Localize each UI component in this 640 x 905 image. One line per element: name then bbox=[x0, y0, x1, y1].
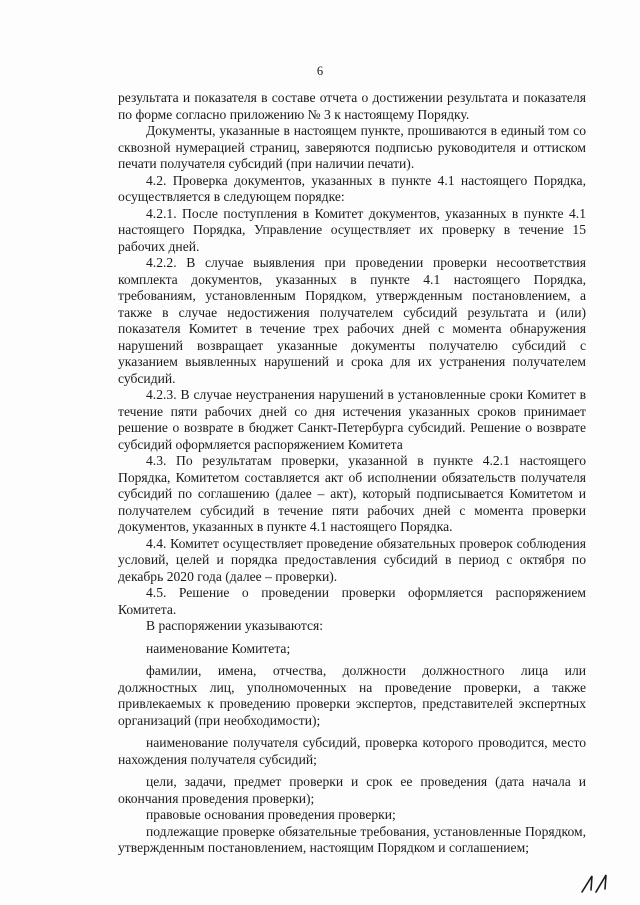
paragraph-continuation: результата и показателя в составе отчета о достижении результата и показателя по форме согласно приложению № 3 к настоящему Порядку. bbox=[118, 90, 586, 122]
list-item-requirements: подлежащие проверке обязательные требования, установленные Порядком, утвержденным постановлением, настоящим Порядком и соглашением; bbox=[118, 823, 586, 855]
list-item-committee-name: наименование Комитета; bbox=[146, 640, 291, 656]
paragraph-4-2-3: 4.2.3. В случае неустранения нарушений в установленные сроки Комитет в течение пяти рабочих дней со дня истечения указанных сроков принимает решение о возврате в бюджет Санкт-Петербурга субсидий. Решение о возврате субсидий оформляется распоряжением Комитета bbox=[118, 387, 586, 452]
paragraph-order-contents-intro: В распоряжении указываются: bbox=[146, 618, 324, 633]
list-item-recipient: наименование получателя субсидий, проверка которого проводится, место нахождения получателя субсидий; bbox=[118, 735, 586, 767]
paragraph-4-5: 4.5. Решение о проведении проверки оформляется распоряжением Комитета. bbox=[118, 585, 586, 617]
handwritten-initials bbox=[578, 870, 618, 896]
paragraph-4-4: 4.4. Комитет осуществляет проведение обязательных проверок соблюдения условий, целей и порядка предоставления субсидий в период с октября по декабрь 2020 года (далее – проверки). bbox=[118, 535, 586, 584]
page-number: 6 bbox=[316, 64, 324, 78]
paragraph-4-2-2: 4.2.2. В случае выявления при проведении проверки несоответствия комплекта документов, указанных в пункте 4.1 настоящего Порядка, требованиям, установленным Порядком, утвержденным постановлением, а также в случае недостижения получателем субсидий результата и (или) показателя Комитет в течение трех рабочих дней с момента обнаружения нарушений возвращает указанные документы получателю субсидий с указанием выявленных нарушений и срока для их устранения получателем субсидий. bbox=[118, 255, 586, 386]
paragraph-4-3: 4.3. По результатам проверки, указанной в пункте 4.2.1 настоящего Порядка, Комитетом составляется акт об исполнении обязательств получателя субсидий по соглашению (далее – акт), который подписывается Комитетом и получателем субсидий в течение пяти рабочих дней с момента проверки документов, указанных в пункте 4.1 настоящего Порядка. bbox=[118, 453, 586, 534]
list-item-goals-terms: цели, задачи, предмет проверки и срок ее проведения (дата начала и окончания проведения проверки); bbox=[118, 774, 586, 806]
paragraph-documents-binding: Документы, указанные в настоящем пункте, прошиваются в единый том со сквозной нумерацией страниц, заверяются подписью руководителя и оттиском печати получателя субсидий (при наличии печати). bbox=[118, 123, 586, 171]
paragraph-4-2-1: 4.2.1. После поступления в Комитет документов, указанных в пункте 4.1 настоящего Порядка, Управление осуществляет их проверку в течение 15 рабочих дней. bbox=[118, 205, 586, 254]
paragraph-4-2: 4.2. Проверка документов, указанных в пункте 4.1 настоящего Порядка, осуществляется в следующем порядке: bbox=[118, 172, 586, 204]
document-body bbox=[118, 90, 586, 857]
list-item-legal-grounds: правовые основания проведения проверки; bbox=[146, 807, 396, 822]
list-item-officials: фамилии, имена, отчества, должности должностного лица или должностных лиц, уполномоченных на проведение проверки, а также привлекаемых к проведению проверки экспертов, представителей экспертных организаций (при необходимости); bbox=[118, 663, 586, 728]
